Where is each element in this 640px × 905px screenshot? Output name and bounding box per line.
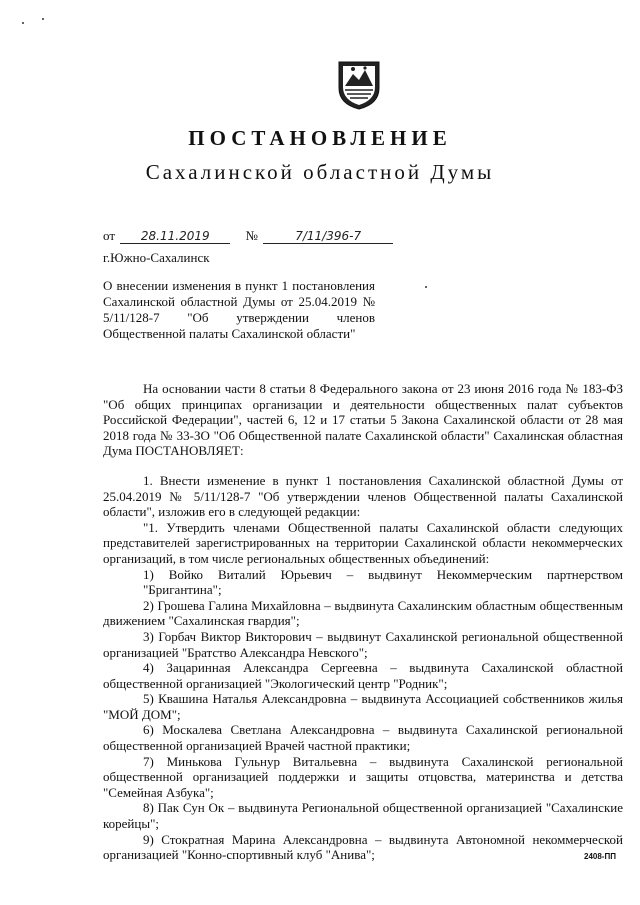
subject-line: Общественной палаты Сахалинской области" xyxy=(103,326,356,341)
document-code: 2408-ПП xyxy=(584,852,616,861)
preamble-line: "Об общих принципах организации и деятельности общественных палат субъектов xyxy=(103,396,623,412)
member-line: общественной организацией поддержки и защиты отцовства, материнства и детства xyxy=(103,769,623,785)
handwritten-number: 7/11/396-7 xyxy=(263,229,393,244)
member-line: 4) Зацаринная Александра Сергеевна – выдвинута Сахалинской областной xyxy=(143,660,623,676)
member-item xyxy=(103,722,623,753)
member-item xyxy=(103,598,623,629)
preamble-paragraph xyxy=(103,381,623,459)
clause-line: 1. Внести изменение в пункт 1 постановления Сахалинской областной Думы от xyxy=(143,472,623,488)
member-item xyxy=(103,660,623,691)
preamble-line: На основании части 8 статьи 8 Федерального закона от 23 июня 2016 года № 183-ФЗ xyxy=(143,381,623,396)
member-line: 5) Квашина Наталья Александровна – выдвинута Ассоциацией собственников жилья xyxy=(143,691,623,707)
member-line: "МОЙ ДОМ"; xyxy=(103,706,181,722)
preamble-line: 2018 года № 33-ЗО "Об Общественной палате Сахалинской области" Сахалинская областная xyxy=(103,427,623,443)
quote-line: "1. Утвердить членами Общественной палаты Сахалинской области следующих xyxy=(143,519,623,535)
subject-line: 5/11/128-7 "Об утверждении членов xyxy=(103,310,375,325)
date-prefix: от xyxy=(103,228,116,243)
member-line: организацией "Конно-спортивный клуб "Анива"; xyxy=(103,847,375,863)
clause-line: 25.04.2019 № 5/11/128-7 "Об утверждении членов Общественной палаты Сахалинской xyxy=(103,488,623,504)
member-line: движением "Сахалинская гвардия"; xyxy=(103,613,300,629)
registration-line xyxy=(103,228,393,244)
clause-line: области", изложив его в следующей редакции: xyxy=(103,504,361,520)
member-line: 7) Минькова Гульнур Витальевна – выдвинута Сахалинской региональной xyxy=(143,753,623,769)
member-item xyxy=(103,832,623,863)
member-line: 8) Пак Сун Ок – выдвинута Региональной общественной организацией "Сахалинские xyxy=(143,800,623,816)
quote-line: представителей зарегистрированных на территории Сахалинской области некоммерческих xyxy=(103,535,623,551)
member-line: "Семейная Азбука"; xyxy=(103,784,214,800)
member-line: 9) Стократная Марина Александровна – выдвинута Автономной некоммерческой xyxy=(143,831,623,847)
member-item xyxy=(103,567,623,598)
subject-line: О внесении изменения в пункт 1 постановления xyxy=(103,278,375,293)
member-item xyxy=(103,754,623,801)
members-list xyxy=(103,567,623,863)
handwritten-date: 28.11.2019 xyxy=(120,229,230,244)
member-line: общественной организацией Врачей частной практики; xyxy=(103,738,411,754)
member-line: корейцы"; xyxy=(103,816,159,832)
member-item xyxy=(103,800,623,831)
preamble-line: Российской Федерации", частей 6, 12 и 17 статьи 5 Закона Сахалинской области от 28 мая xyxy=(103,412,623,428)
scan-speck xyxy=(42,18,44,20)
preamble-line: Дума ПОСТАНОВЛЯЕТ: xyxy=(103,443,244,459)
member-item xyxy=(103,629,623,660)
coat-of-arms-emblem xyxy=(335,56,383,110)
member-line: 3) Горбач Виктор Викторович – выдвинут Сахалинской региональной общественной xyxy=(143,628,623,644)
member-line: общественной организацией "Экологический центр "Родник"; xyxy=(103,675,448,691)
number-prefix: № xyxy=(245,228,258,243)
member-line: 2) Грошева Галина Михайловна – выдвинута Сахалинским областным общественным xyxy=(143,597,623,613)
member-line: организацией "Братство Александра Невского"; xyxy=(103,644,368,660)
city-name: г.Южно-Сахалинск xyxy=(103,250,210,265)
subject-line: Сахалинской областной Думы от 25.04.2019 № xyxy=(103,294,375,309)
member-item xyxy=(103,691,623,722)
scan-speck xyxy=(22,22,24,24)
quoted-clause-paragraph xyxy=(103,520,623,567)
member-line: 6) Москалева Светлана Александровна – выдвинута Сахалинской региональной xyxy=(143,722,623,738)
scan-speck xyxy=(425,286,427,288)
document-title: ПОСТАНОВЛЕНИЕ xyxy=(188,126,452,150)
clause-1-paragraph xyxy=(103,473,623,520)
quote-line: организаций, в том числе региональных общественных объединений: xyxy=(103,550,490,566)
document-subtitle: Сахалинской областной Думы xyxy=(145,160,495,184)
member-line: 1) Войко Виталий Юрьевич – выдвинут Некоммерческим партнерством "Бригантина"; xyxy=(143,566,623,598)
subject-block xyxy=(103,278,375,342)
document-body xyxy=(103,381,623,863)
